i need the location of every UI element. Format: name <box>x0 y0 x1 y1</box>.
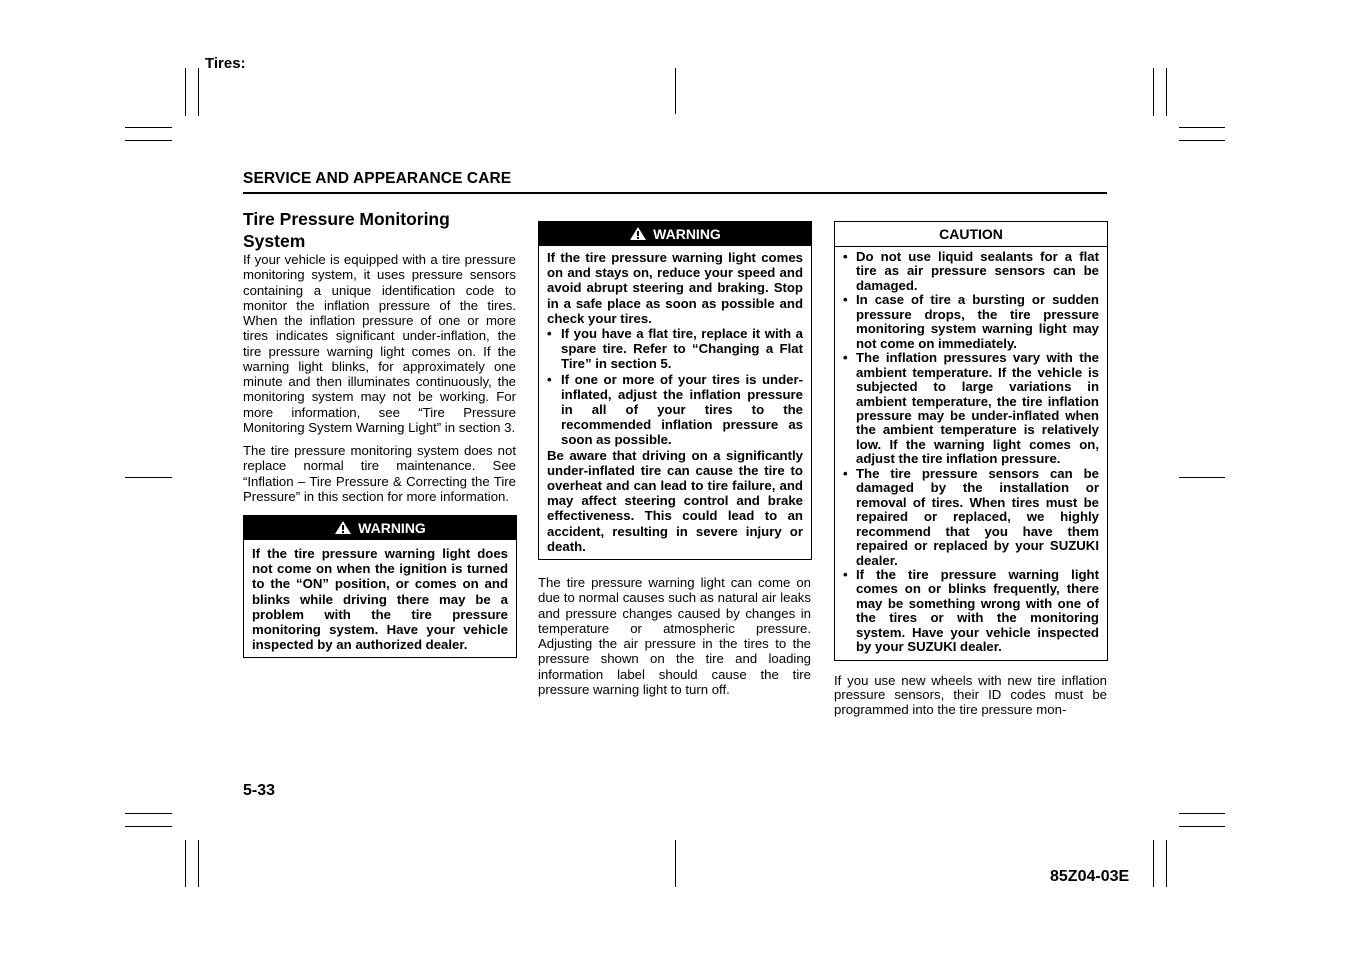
crop-mark <box>125 127 172 128</box>
warning-text: If the tire pressure warning light does not come on when the ignition is turned to the “ON” position, or comes on and blinks while driving there may be a problem with the tire pressure monitoring system. Have your vehicle inspected by an authorized dealer. <box>252 546 508 653</box>
caution-box <box>834 221 1108 661</box>
body-paragraph: If your vehicle is equipped with a tire pressure monitoring system, it uses pressure sensors containing a unique identification code to monitor the inflation pressure of the tires. When the inflation pressure of one or more tires indicates significant under-inflation, the tire pressure warning light comes on. If the warning light blinks, for approximately one minute and then illuminates continuously, the monitoring system may not be working. For more information, see “Tire Pressure Monitoring System Warning Light” in section 3. <box>243 252 516 435</box>
crop-mark <box>125 477 172 478</box>
column-3 <box>834 221 1107 717</box>
crop-mark <box>125 826 172 827</box>
warning-header <box>539 222 811 246</box>
crop-mark <box>1179 826 1225 827</box>
body-paragraph: If you use new wheels with new tire inflation pressure sensors, their ID codes must be programmed into the tire pressure mon- <box>834 672 1107 717</box>
body-paragraph: The tire pressure warning light can come on due to normal causes such as natural air leaks and pressure changes caused by changes in temperature or atmospheric pressure. Adjusting the air pressure in the tires to the pressure shown on the tire and loading information label should cause the tire pressure warning light to turn off. <box>538 575 811 697</box>
list-item: • If you have a flat tire, replace it with a spare tire. Refer to “Changing a Flat Tire” in section 5. <box>547 326 803 372</box>
column-1 <box>243 208 516 658</box>
crop-mark <box>675 68 676 114</box>
crop-mark <box>675 840 676 887</box>
crop-mark <box>1153 840 1154 887</box>
crop-mark <box>1179 140 1225 141</box>
crop-mark <box>1166 68 1167 116</box>
page-title: Tire Pressure Monitoring System <box>243 209 450 251</box>
list-item: • If one or more of your tires is under-inflated, adjust the inflation pressure in all of your tires to the recommended inflation pressure as soon as possible. <box>547 372 803 448</box>
caution-list <box>843 250 1099 655</box>
crop-mark <box>1179 477 1225 478</box>
warning-label: WARNING <box>653 226 721 242</box>
crop-mark <box>185 840 186 887</box>
warning-triangle-icon <box>334 520 352 535</box>
body-paragraph: The tire pressure monitoring system does not replace normal tire maintenance. See “Inflation – Tire Pressure & Correcting the Tire Pressure” in this section for more information. <box>243 443 516 504</box>
chapter-tab-label: Tires: <box>205 55 246 72</box>
warning-box <box>243 515 517 658</box>
warning-label: WARNING <box>358 520 426 536</box>
crop-mark <box>1153 68 1154 116</box>
warning-outro: Be aware that driving on a significantly under-inflated tire can cause the tire to overheat and can lead to tire failure, and may affect steering control and brake effectiveness. This could lead to an accident, resulting in severe injury or death. <box>547 447 803 554</box>
column-2 <box>538 221 811 697</box>
warning-triangle-icon <box>629 226 647 241</box>
crop-mark <box>1179 813 1225 814</box>
warning-header <box>244 516 516 540</box>
document-code: 85Z04-03E <box>1050 868 1130 885</box>
crop-mark <box>198 840 199 887</box>
crop-mark <box>125 140 172 141</box>
page-number: 5-33 <box>243 782 276 799</box>
crop-mark <box>198 68 199 116</box>
caution-header: CAUTION <box>835 222 1107 247</box>
warning-box <box>538 221 812 560</box>
crop-mark <box>1179 127 1225 128</box>
list-item: • Do not use liquid sealants for a flat tire as air pressure sensors can be damaged. <box>843 250 1099 293</box>
crop-mark <box>125 813 172 814</box>
warning-list <box>547 326 803 448</box>
list-item: • If the tire pressure warning light comes on or blinks frequently, there may be something wrong with one of the tires or with the monitoring system. Have your vehicle inspected by your SUZUKI dealer. <box>843 568 1099 655</box>
crop-mark <box>1166 840 1167 887</box>
warning-intro: If the tire pressure warning light comes on and stays on, reduce your speed and avoid abrupt steering and braking. Stop in a safe place as soon as possible and check your tires. <box>547 250 803 326</box>
list-item: • The tire pressure sensors can be damaged by the installation or removal of tires. When tires must be repaired or replaced, we highly recommend that you have them repaired or replaced by your SUZUKI dealer. <box>843 467 1099 568</box>
crop-mark <box>185 68 186 116</box>
list-item: • The inflation pressures vary with the ambient temperature. If the vehicle is subjected to large variations in ambient temperature, the tire inflation pressure may be under-inflated when the ambient temperature is relatively low. If the warning light comes on, adjust the tire inflation pressure. <box>843 351 1099 467</box>
section-rule <box>243 192 1107 194</box>
section-header: SERVICE AND APPEARANCE CARE <box>243 170 512 187</box>
list-item: • In case of tire a bursting or sudden pressure drops, the tire pressure monitoring system warning light may not come on immediately. <box>843 293 1099 351</box>
